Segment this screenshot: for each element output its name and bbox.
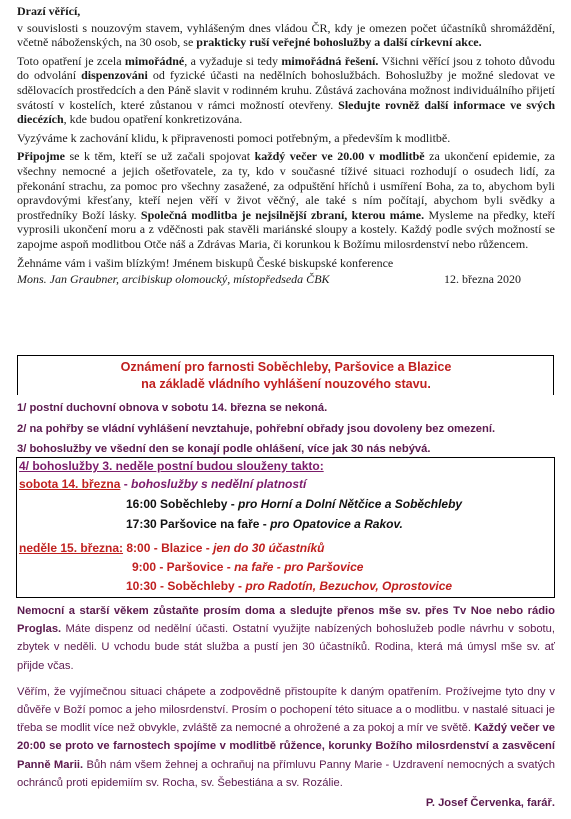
announcement-title: Oznámení pro farnosti Soběchleby, Paršovice a Blazice na základě vládního vyhlášení nouzového stavu. [120,360,452,391]
letter-paragraph-3: Vyzýváme k zachování klidu, k připravenosti pomoci potřebným, a především k modlitbě. [17,130,451,145]
parish-paragraph-1: Nemocní a starší věkem zůstaňte prosím doma a sledujte přenos mše sv. přes Tv Noe nebo rádio Proglas. Máte dispenz od nedělní účasti. Ostatní využijte nabízených bohoslužeb podle návrhu v sobotu, zbytek v neděli. U vchodu bude stát služba a pustí jen 30 účastníků. Rodina, která má úmysl mše sv. ať přijde včas. [17,605,555,672]
letter-paragraph-2: Toto opatření je zcela mimořádné, a vyžaduje si tedy mimořádná řešení. Všichni věřící jsou z tohoto důvodu do odvolání dispenzováni od fyzické účasti na nedělních bohoslužbách. Bohoslužby je možné sledovat ve sdělovacích prostředcích a den Páně slavit v rodinném kruhu. Zůstává zachována možnost individuálního přijetí svátostí v kostelích, které zůstanou v rámci možností otevřeny. Sledujte rovněž další informace ve svých diecézích, kde budou opatření konkretizována. [17,53,555,127]
parish-message [17,602,555,800]
announcement-box [17,355,554,395]
schedule-heading: 4/ bohoslužby 3. neděle postní budou slouženy takto: [19,459,324,473]
notice-item: 1/ postní duchovní obnova v sobotu 14. března se nekoná. [17,402,328,414]
notice-item: 2/ na pohřby se vládní vyhlášení nevztahuje, pohřební obřady jsou dovoleny bez omezení. [17,422,496,435]
letter-signature: Mons. Jan Graubner, arcibiskup olomoucký, místopředseda ČBK 12. března 2020 [17,272,521,287]
sunday-line: neděle 15. března: 8:00 - Blazice - jen do 30 účastníků [19,541,325,555]
sunday-mass-2: 9:00 - Paršovice - na faře - pro Paršovice [132,560,364,574]
parish-signature: P. Josef Červenka, farář. [425,797,555,809]
notices-list [17,398,555,460]
letter-paragraph-1: v souvislosti s nouzovým stavem, vyhlášeným dnes vládou ČR, kdy je omezen počet účastníků shromáždění, včetně náboženských, na 30 osob, se prakticky ruší veřejné bohoslužby a další církevní akce. [17,20,555,50]
letter-paragraph-5: Žehnáme vám i vašim blízkým! Jménem biskupů České biskupské konference [17,255,394,270]
saturday-line: sobota 14. března - bohoslužby s nedělní platností [19,477,307,491]
letter-greeting: Drazí věřící, [17,4,81,18]
notice-item: 3/ bohoslužby ve všední den se konají podle ohlášení, více jak 30 nás nebývá. [17,443,431,455]
letter-date: 12. března 2020 [444,272,521,287]
saturday-mass-2: 17:30 Paršovice na faře - pro Opatovice a Rakov. [126,517,403,531]
saturday-mass-1: 16:00 Soběchleby - pro Horní a Dolní Nětčice a Soběchleby [126,497,463,511]
bishops-letter [17,4,555,291]
letter-paragraph-4: Připojme se k těm, kteří se už začali spojovat každý večer ve 20.00 v modlitbě za ukončení epidemie, za všechny nemocné a jejich ošetřovatele, za ty, kdo v současné tíživé situaci rozhodují o osudech lidí, za překonání strachu, za pomoc pro všechny zasažené, za odpuštění hříchů i usmíření Boha, za to, abychom byli opravdovými křesťany, kteří nejen věří v život věčný, ale také s ním počítají, abychom byli svědky a prostředníky Boží lásky. Společná modlitba je nejsilnější zbraní, kterou máme. Mysleme na předky, kteří vyprosili ukončení moru a z vděčnosti pak stavěli mariánské sloupy a kostely. Každý podle svých možností se zapojme aspoň modlitbou Otče náš a Zdrávas Maria, či korunkou k Božímu milosrdenství nebo růžencem. [17,149,555,251]
sunday-mass-3: 10:30 - Soběchleby - pro Radotín, Bezuchov, Oprostovice [126,579,453,593]
parish-paragraph-2: Věřím, že vyjímečnou situaci chápete a zodpovědně přistoupíte k daným opatřením. Prožívejme tyto dny v důvěře v Boží pomoc a jeho milosrdenství. Prosím o pochopení této situace a o modlitbu. v nastalé situaci je třeba se modlit více než obvykle, zvláště za nemocné a ohrožené a za pokoj a mír ve světě. Každý večer ve 20:00 se proto ve farnostech spojíme v modlitbě růžence, korunky Božího milosrdenství a zasvěcení Panně Marii. Bůh nám všem žehnej a ochraňuj na přímluvu Panny Marie - Uzdravení nemocných a svatých ochránců proti epidemiím sv. Rocha, sv. Šebestiána a sv. Rozálie. [17,685,555,789]
mass-schedule-box [16,457,555,598]
